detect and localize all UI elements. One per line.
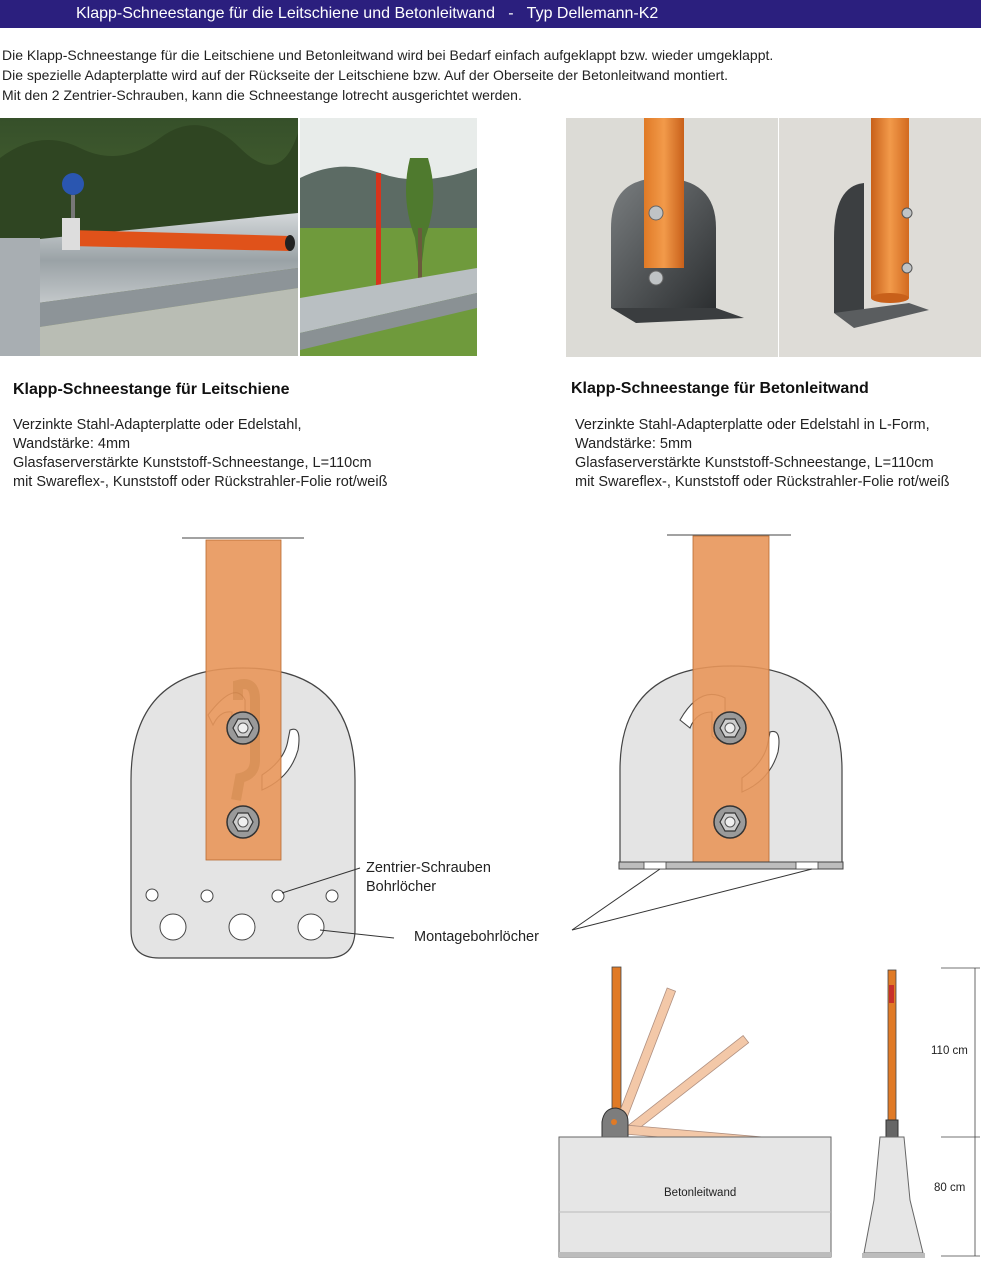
heading-betonleitwand: Klapp-Schneestange für Betonleitwand: [571, 380, 869, 397]
intro-line: Mit den 2 Zentrier-Schrauben, kann die Schneestange lotrecht ausgerichtet werden.: [2, 87, 522, 103]
spec-line: Glasfaserverstärkte Kunststoff-Schneestange, L=110cm: [13, 455, 372, 471]
spec-line: Wandstärke: 5mm: [575, 436, 693, 452]
label-zentrier-line1: Zentrier-Schrauben: [366, 860, 491, 876]
leitschiene-plate-drawing: [131, 538, 394, 958]
intro-line: Die spezielle Adapterplatte wird auf der Rückseite der Leitschiene bzw. Auf der Oberseite der Betonleitwand montiert.: [2, 67, 729, 83]
label-betonleitwand: Betonleitwand: [664, 1187, 737, 1199]
label-montage: Montagebohrlöcher: [414, 929, 539, 945]
spec-line: Glasfaserverstärkte Kunststoff-Schneestange, L=110cm: [575, 455, 934, 471]
label-dim-110: 110 cm: [931, 1045, 968, 1057]
intro-line: Die Klapp-Schneestange für die Leitschiene und Betonleitwand wird bei Bedarf einfach aufgeklappt bzw. wieder umgeklappt.: [2, 47, 774, 63]
label-zentrier-line2: Bohrlöcher: [366, 879, 437, 895]
spec-line: Verzinkte Stahl-Adapterplatte oder Edelstahl in L-Form,: [575, 417, 930, 433]
heading-leitschiene: Klapp-Schneestange für Leitschiene: [13, 381, 290, 398]
spec-line: Wandstärke: 4mm: [13, 436, 131, 452]
page-title: Klapp-Schneestange für die Leitschiene und Betonleitwand - Typ Dellemann-K2: [0, 0, 981, 28]
spec-line: mit Swareflex-, Kunststoff oder Rückstrahler-Folie rot/weiß: [575, 474, 950, 490]
wall-profile-drawing: [862, 968, 980, 1258]
spec-line: mit Swareflex-, Kunststoff oder Rückstrahler-Folie rot/weiß: [13, 474, 388, 490]
spec-line: Verzinkte Stahl-Adapterplatte oder Edelstahl,: [13, 417, 302, 433]
folding-pole-drawing: [559, 967, 831, 1257]
label-zentrier: [366, 859, 491, 897]
label-dim-80: 80 cm: [934, 1182, 966, 1194]
betonleitwand-plate-drawing: [572, 535, 843, 930]
